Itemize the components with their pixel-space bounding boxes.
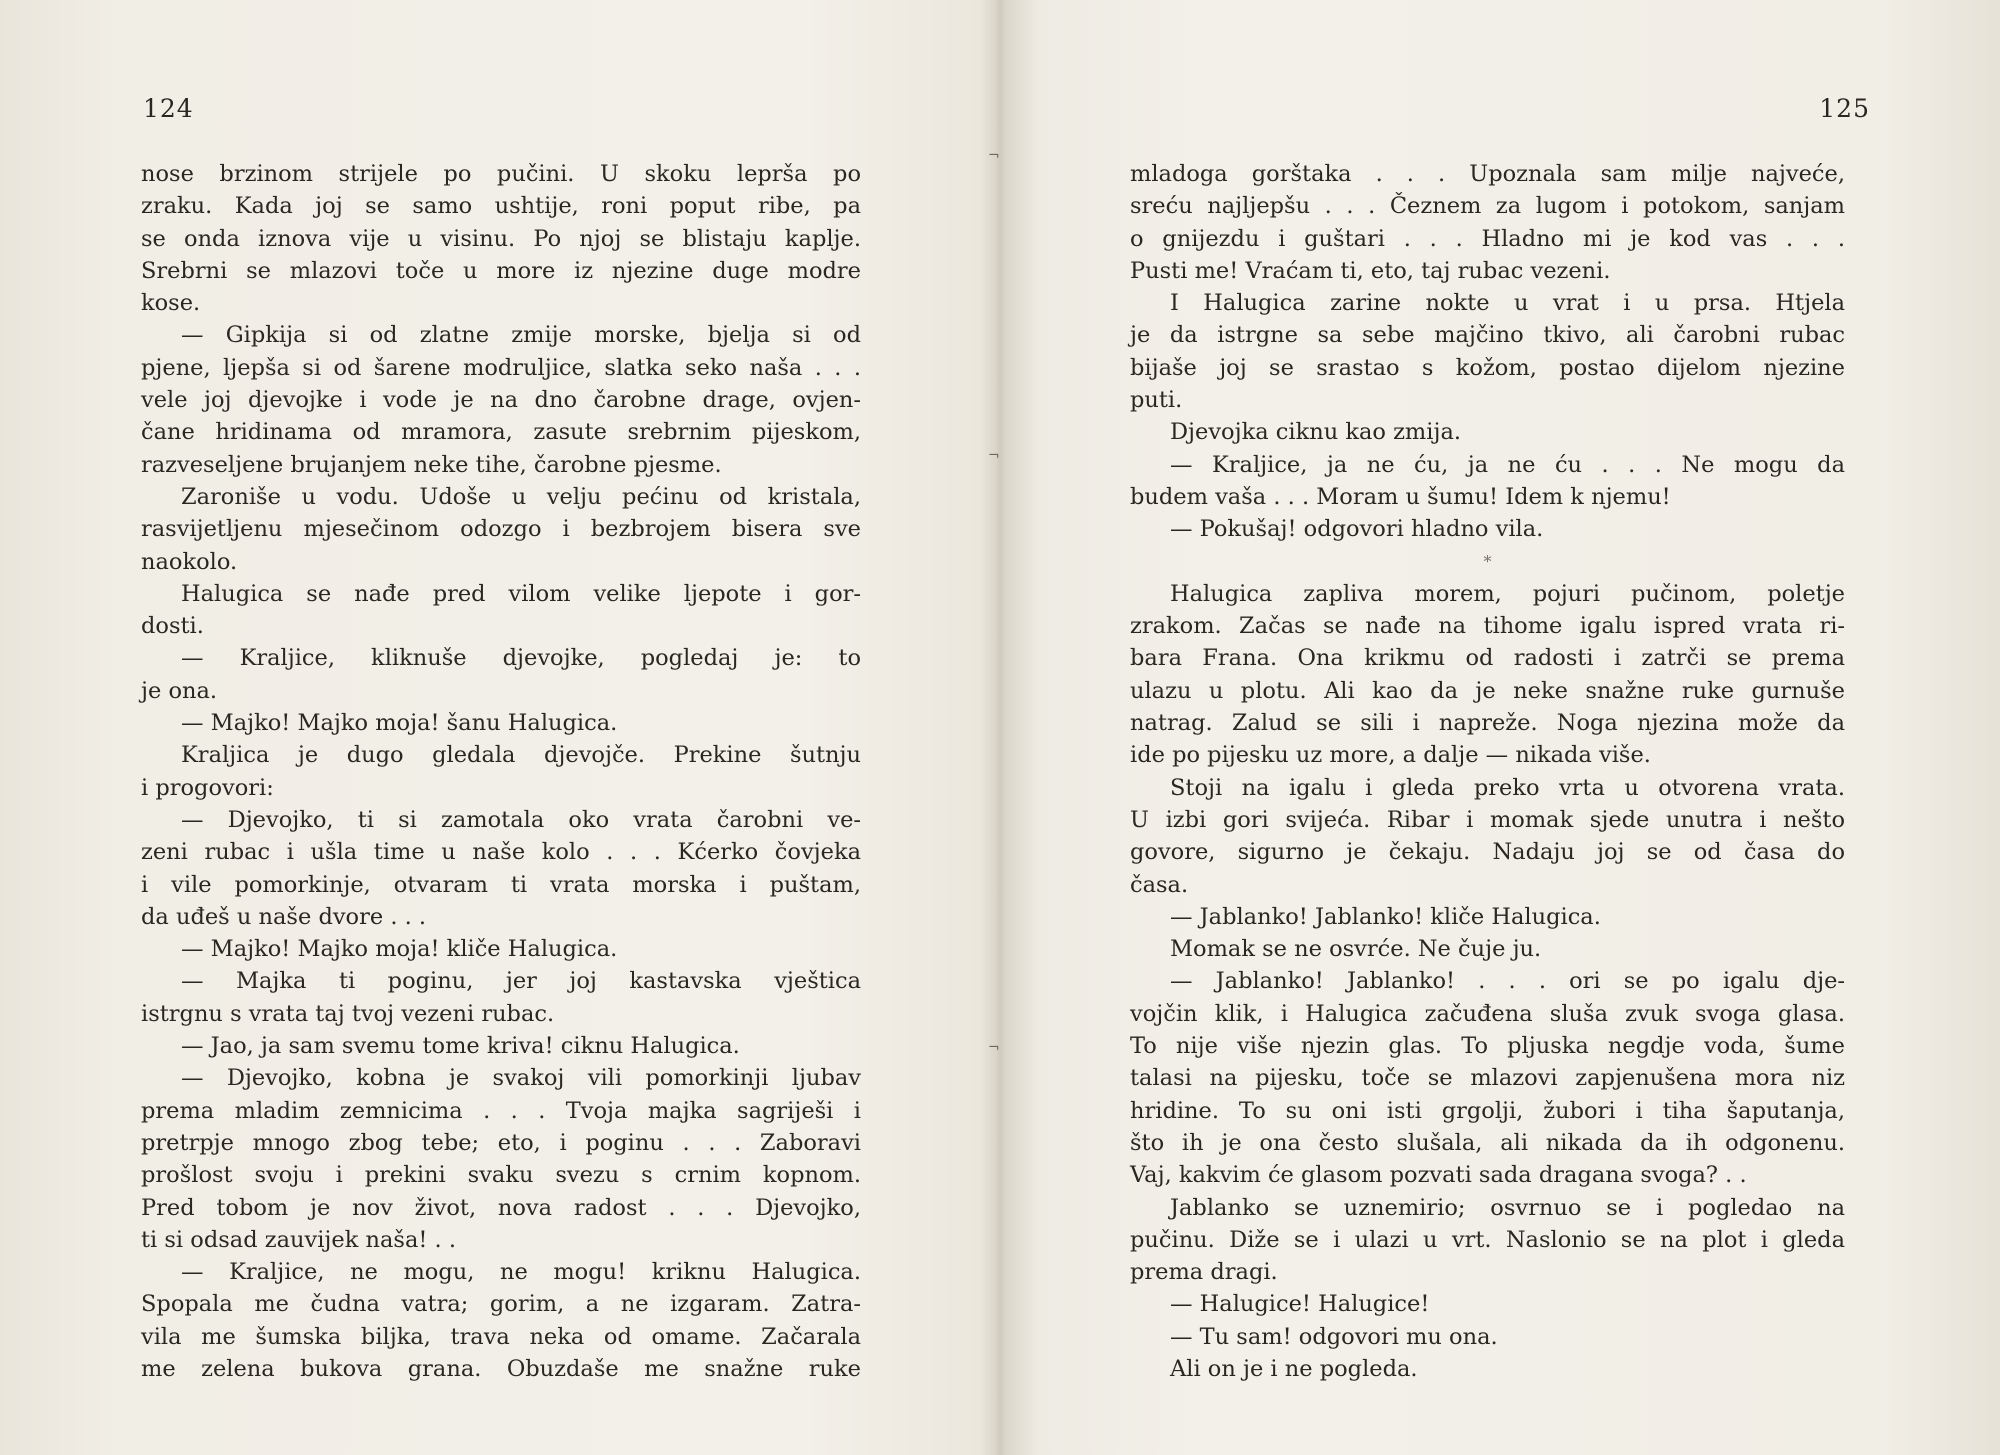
text-line: nose brzinom strijele po pučini. U skoku lepršа po: [141, 161, 861, 187]
text-line: vele joj djevojke i vode je na dno čarobne drage, ovjen-: [141, 387, 861, 414]
text-line: — Kraljice, ne mogu, ne mogu! kriknu Halugica.: [181, 1259, 861, 1286]
text-line: časa.: [1130, 871, 1189, 898]
text-line: — Jablanko! Jablanko! kliče Halugica.: [1170, 903, 1601, 930]
text-line: budem vaša . . . Moram u šumu! Idem k njemu!: [1130, 483, 1671, 510]
text-line: U izbi gori svijeća. Ribar i momak sjede unutra i nešto: [1130, 806, 1845, 833]
text-line: Pred tobom je nov život, nova radost . . . Djevojko,: [141, 1194, 861, 1221]
text-line: naokolo.: [141, 548, 238, 575]
text-line: me zelena bukova grana. Obuzdaše me snažne ruke: [141, 1355, 861, 1382]
text-line: bara Frana. Ona krikmu od radosti i zatrči se prema: [1130, 645, 1845, 672]
text-line: — Djevojko, ti si zamotala oko vrata čarobni ve-: [181, 806, 861, 833]
text-line: zeni rubac i ušla time u naše kolo . . . Kćerko čovjeka: [141, 839, 861, 866]
text-line: — Majko! Majko moja! kliče Halugica.: [181, 936, 618, 963]
text-line: Kraljica je dugo gledala djevojče. Prekine šutnju: [181, 742, 861, 769]
page-number: 125: [1819, 94, 1870, 123]
text-line: je da istrgne sa sebe majčino tkivo, ali čarobni rubac: [1130, 322, 1845, 349]
text-line: — Gipkija si od zlatne zmije morske, bjelja si od: [181, 322, 861, 349]
text-line: pretrpje mnogo zbog tebe; eto, i poginu . . . Zaboravi: [141, 1129, 861, 1156]
text-line: Stoji na igalu i gleda preko vrta u otvorena vrata.: [1170, 774, 1845, 801]
text-line: — Pokušaj! odgovori hladno vila.: [1170, 516, 1544, 543]
left-page-text: [141, 158, 861, 1385]
text-line: bijaše joj se srastao s kožom, postao dijelom njezine: [1130, 354, 1845, 381]
right-page-text: [1130, 158, 1845, 1385]
text-line: Momak se ne osvrće. Ne čuje ju.: [1170, 936, 1542, 963]
text-line: ulazu u plotu. Ali kao da je neke snažne ruke gurnuše: [1130, 677, 1845, 704]
text-line: je ona.: [141, 677, 218, 704]
text-line: vila me šumska biljka, trava neka od omame. Začarala: [141, 1323, 861, 1350]
text-line: o gnijezdu i guštari . . . Hladno mi je kod vas . . .: [1130, 225, 1845, 252]
text-line: ti si odsad zauvijek naša! . .: [141, 1226, 457, 1253]
text-line: puti.: [1130, 387, 1183, 414]
page-number: 124: [143, 94, 194, 123]
text-line: mladoga gorštaka . . . Upoznala sam milje najveće,: [1130, 161, 1845, 187]
text-line: — Halugice! Halugice!: [1170, 1291, 1430, 1318]
text-line: prema dragi.: [1130, 1259, 1278, 1286]
text-line: Djevojka ciknu kao zmija.: [1170, 419, 1462, 446]
text-line: — Djevojko, kobna je svakoj vili pomorkinji ljubav: [181, 1065, 861, 1092]
text-line: govore, sigurno je čekaju. Nadaju joj se od časa do: [1130, 839, 1845, 866]
text-line: — Jablanko! Jablanko! . . . ori se po igalu dje-: [1170, 968, 1845, 995]
text-line: zrakom. Začas se nađe na tihome igalu ispred vrata ri-: [1130, 613, 1845, 640]
text-line: Halugica zapliva morem, pojuri pučinom, poletje: [1170, 580, 1845, 607]
text-line: Zaroniše u vodu. Udoše u velju pećinu od kristala,: [181, 483, 861, 510]
binding-mark: ¬: [988, 448, 1000, 464]
text-line: vojčin klik, i Halugica začuđena sluša zvuk svoga glasa.: [1130, 1000, 1845, 1027]
section-separator: *: [1483, 551, 1492, 571]
text-line: što ih je ona često slušala, ali nikada da ih odgonenu.: [1130, 1129, 1845, 1156]
text-line: talasi na pijesku, toče se mlazovi zapjenušena mora niz: [1130, 1065, 1845, 1092]
text-line: Ali on je i ne pogleda.: [1170, 1355, 1418, 1382]
text-line: se onda iznova vije u visinu. Po njoj se blistaju kaplje.: [141, 225, 861, 252]
text-line: pučinu. Diže se i ulazi u vrt. Naslonio se na plot i gleda: [1130, 1226, 1845, 1253]
binding-mark: ¬: [988, 148, 1000, 164]
text-line: — Kraljice, ja ne ću, ja ne ću . . . Ne mogu da: [1170, 451, 1845, 478]
text-line: i progovori:: [141, 774, 274, 801]
right-page: [1010, 0, 2000, 1455]
text-line: — Kraljice, kliknuše djevojke, pogledaj je: to: [181, 645, 861, 672]
text-line: — Majka ti poginu, jer joj kastavska vještica: [181, 968, 861, 995]
text-line: pjene, ljepša si od šarene modruljice, slatka seko naša . . .: [141, 354, 861, 381]
binding-mark: ¬: [988, 1040, 1000, 1056]
text-line: istrgnu s vrata taj tvoj vezeni rubac.: [141, 1000, 555, 1027]
text-line: da uđeš u naše dvore . . .: [141, 903, 427, 930]
text-line: kose.: [141, 290, 201, 317]
text-line: zraku. Kada joj se samo ushtije, roni poput ribe, pa: [141, 193, 861, 220]
text-line: To nije više njezin glas. To pljuska negdje voda, šume: [1130, 1033, 1845, 1060]
text-line: Srebrni se mlazovi toče u more iz njezine duge modre: [141, 257, 861, 284]
text-line: čane hridinama od mramora, zasute srebrnim pijeskom,: [141, 419, 861, 446]
text-line: Pusti me! Vraćam ti, eto, taj rubac vezeni.: [1130, 257, 1611, 284]
text-line: natrag. Zalud se sili i napreže. Noga njezina može da: [1130, 710, 1845, 737]
text-line: — Majko! Majko moja! šanu Halugica.: [181, 710, 618, 737]
text-line: sreću najljepšu . . . Čeznem za lugom i potokom, sanjam: [1130, 193, 1845, 220]
text-line: prema mladim zemnicima . . . Tvoja majka sagriješi i: [141, 1097, 861, 1124]
text-line: Vaj, kakvim će glasom pozvati sada dragana svoga? . .: [1130, 1162, 1747, 1189]
text-line: rasvijetljenu mjesečinom odozgo i bezbrojem bisera sve: [141, 516, 861, 543]
text-line: I Halugica zarine nokte u vrat i u prsa. Htjela: [1170, 290, 1845, 317]
text-line: Jablanko se uznemirio; osvrnuo se i pogledao na: [1170, 1194, 1845, 1221]
text-line: ide po pijesku uz more, a dalje — nikada više.: [1130, 742, 1651, 769]
text-line: i vile pomorkinje, otvaram ti vrata morska i puštam,: [141, 871, 861, 898]
text-line: — Tu sam! odgovori mu ona.: [1170, 1323, 1498, 1350]
text-line: dosti.: [141, 613, 204, 640]
text-line: razveseljene brujanjem neke tihe, čarobne pjesme.: [141, 451, 722, 478]
text-line: hridine. To su oni isti grgolji, žubori i tiha šaputanja,: [1130, 1097, 1845, 1124]
text-line: prošlost svoju i prekini svaku svezu s crnim kopnom.: [141, 1162, 861, 1189]
text-line: Spopala me čudna vatra; gorim, a ne izgaram. Zatra-: [141, 1291, 861, 1318]
left-page: [0, 0, 990, 1455]
text-line: Halugica se nađe pred vilom velike ljepote i gor-: [181, 580, 861, 607]
text-line: — Jao, ja sam svemu tome kriva! ciknu Halugica.: [181, 1033, 740, 1060]
